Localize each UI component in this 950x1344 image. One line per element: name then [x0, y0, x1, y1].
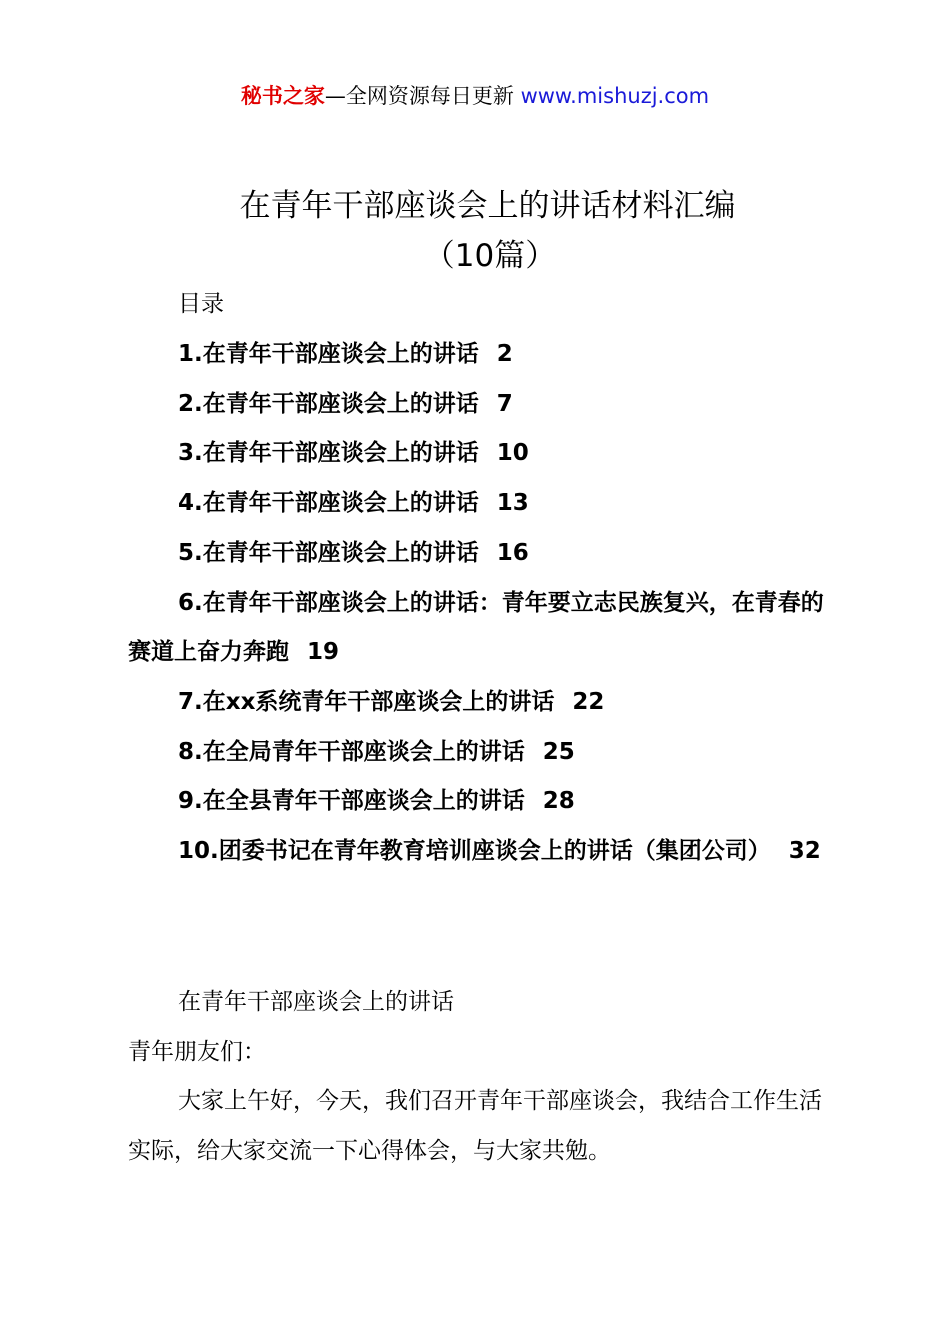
toc-item-label: 3.在青年干部座谈会上的讲话 [178, 440, 479, 467]
toc-item-page: 22 [572, 688, 605, 715]
toc-item-label: 9.在全县青年干部座谈会上的讲话 [178, 788, 525, 815]
toc-item-4[interactable] [128, 479, 838, 529]
toc-item-page: 28 [542, 788, 575, 815]
toc-item-label: 4.在青年干部座谈会上的讲话 [178, 490, 479, 517]
table-of-contents [128, 330, 838, 877]
toc-item-label: 2.在青年干部座谈会上的讲话 [178, 390, 479, 417]
document-subtitle: （10篇） [423, 238, 557, 274]
toc-item-6[interactable] [128, 579, 838, 678]
toc-item-page: 25 [542, 738, 575, 765]
toc-item-label: 10.团委书记在青年教育培训座谈会上的讲话（集团公司） [178, 838, 771, 865]
document-body [128, 978, 838, 1177]
toc-item-1[interactable] [128, 330, 838, 380]
salutation: 青年朋友们： [128, 1038, 266, 1065]
toc-item-page: 16 [496, 539, 529, 566]
toc-item-page: 7 [496, 390, 513, 417]
toc-item-page: 10 [496, 440, 529, 467]
toc-item-label: 8.在全局青年干部座谈会上的讲话 [178, 738, 525, 765]
toc-item-label: 6.在青年干部座谈会上的讲话：青年要立志民族复兴，在青春的赛道上奋力奔跑 [128, 589, 824, 666]
toc-item-page: 2 [496, 341, 513, 367]
toc-item-page: 13 [496, 490, 529, 517]
toc-item-page: 19 [307, 639, 340, 666]
header-slogan: —全网资源每日更新 [324, 84, 514, 108]
toc-item-8[interactable] [128, 728, 838, 778]
document-title: 在青年干部座谈会上的讲话材料汇编 [239, 188, 736, 224]
toc-item-3[interactable] [128, 429, 838, 479]
body-paragraph: 大家上午好，今天，我们召开青年干部座谈会，我结合工作生活实际，给大家交流一下心得体会，与大家共勉。 [128, 1088, 822, 1165]
section-title: 在青年干部座谈会上的讲话 [178, 989, 454, 1015]
site-header [0, 80, 950, 112]
toc-item-10[interactable] [128, 827, 838, 877]
toc-item-5[interactable] [128, 529, 838, 579]
toc-item-label: 7.在xx系统青年干部座谈会上的讲话 [178, 688, 555, 715]
toc-item-9[interactable] [128, 777, 838, 827]
toc-item-page: 32 [788, 838, 821, 865]
toc-item-7[interactable] [128, 678, 838, 728]
toc-item-label: 5.在青年干部座谈会上的讲话 [178, 539, 479, 566]
brand-name: 秘书之家 [240, 84, 325, 108]
toc-item-label: 1.在青年干部座谈会上的讲话 [178, 341, 479, 367]
toc-item-2[interactable] [128, 380, 838, 430]
site-url-link[interactable]: www.mishuzj.com [520, 84, 710, 108]
toc-heading: 目录 [178, 291, 224, 317]
